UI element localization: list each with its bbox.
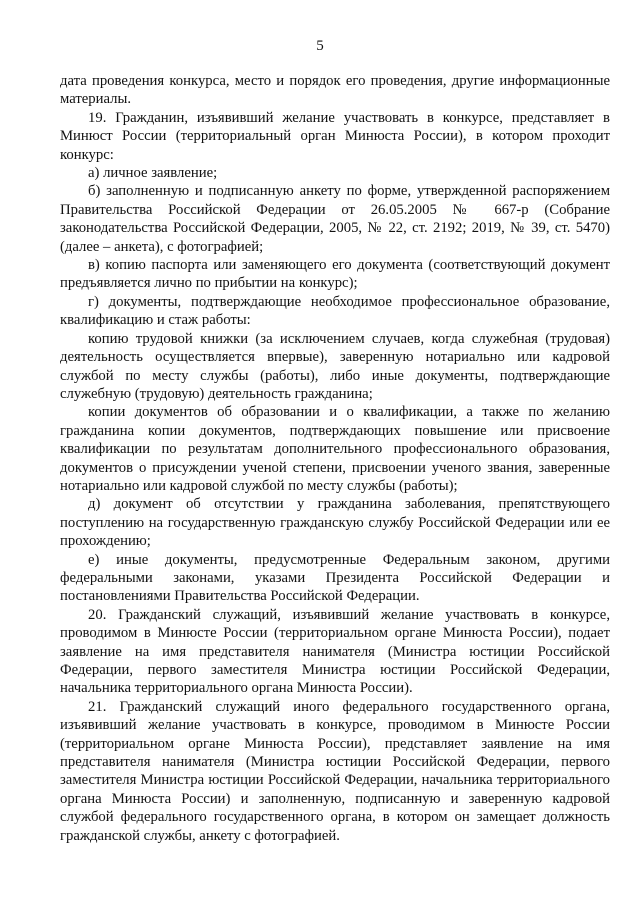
list-item-v: в) копию паспорта или заменяющего его документа (соответствующий документ предъявляется лично по прибытии на конкурс);	[60, 257, 610, 292]
list-item-a: а) личное заявление;	[88, 165, 218, 182]
paragraph-19: 19. Гражданин, изъявивший желание участвовать в конкурсе, представляет в Минюст России (территориальный орган Минюста России), в котором проходит конкурс:	[60, 109, 610, 163]
sub-item-work-book: копию трудовой книжки (за исключением случаев, когда служебная (трудовая) деятельность осуществляется впервые), заверенную нотариально или кадровой службой по месту службы (работы), либо иные документы, подтверждающие служебную (трудовую) деятельность гражданина;	[60, 330, 610, 402]
sub-item-education-docs: копии документов об образовании и о квалификации, а также по желанию гражданина копии документов, подтверждающих повышение или присвоение квалификации по результатам дополнительного профессионального образования, документов о присуждении ученой степени, присвоении ученого звания, заверенные нотариально или кадровой службой по месту службы (работы);	[60, 404, 610, 494]
list-item-g: г) документы, подтверждающие необходимое профессиональное образование, квалификацию и стаж работы:	[60, 293, 610, 329]
page-number: 5	[316, 38, 324, 54]
list-item-d: д) документ об отсутствии у гражданина заболевания, препятствующего поступлению на государственную гражданскую службу Российской Федерации или ее прохождению;	[60, 496, 610, 550]
paragraph-20: 20. Гражданский служащий, изъявивший желание участвовать в конкурсе, проводимом в Минюсте России (территориальном органе Минюста России), подает заявление на имя представителя нанимателя (Министра юстиции Российской Федерации, первого заместителя Министра юстиции Российской Федерации, начальника территориального органа Минюста России).	[60, 606, 610, 697]
paragraph-continuation: дата проведения конкурса, место и порядок его проведения, другие информационные материалы.	[60, 73, 610, 108]
list-item-b: б) заполненную и подписанную анкету по форме, утвержденной распоряжением Правительства Российской Федерации от 26.05.2005 № 667-р (Собрание законодательства Российской Федерации, 2005, № 22, ст. 2192; 2019, № 39, ст. 5470) (далее – анкета), с фотографией;	[60, 183, 610, 255]
document-body	[60, 72, 610, 845]
paragraph-21: 21. Гражданский служащий иного федерального государственного органа, изъявивший желание участвовать в конкурсе, проводимом в Минюсте России (территориальном органе Минюста России), представляет заявление на имя представителя нанимателя (Министра юстиции Российской Федерации, первого заместителя Министра юстиции Российской Федерации, начальника территориального органа Минюста России) и заполненную, подписанную и заверенную кадровой службой федерального государственного органа, в котором он замещает должность гражданской службы, анкету с фотографией.	[60, 698, 610, 844]
list-item-e: е) иные документы, предусмотренные Федеральным законом, другими федеральными законами, указами Президента Российской Федерации и постановлениями Правительства Российской Федерации.	[60, 551, 610, 605]
